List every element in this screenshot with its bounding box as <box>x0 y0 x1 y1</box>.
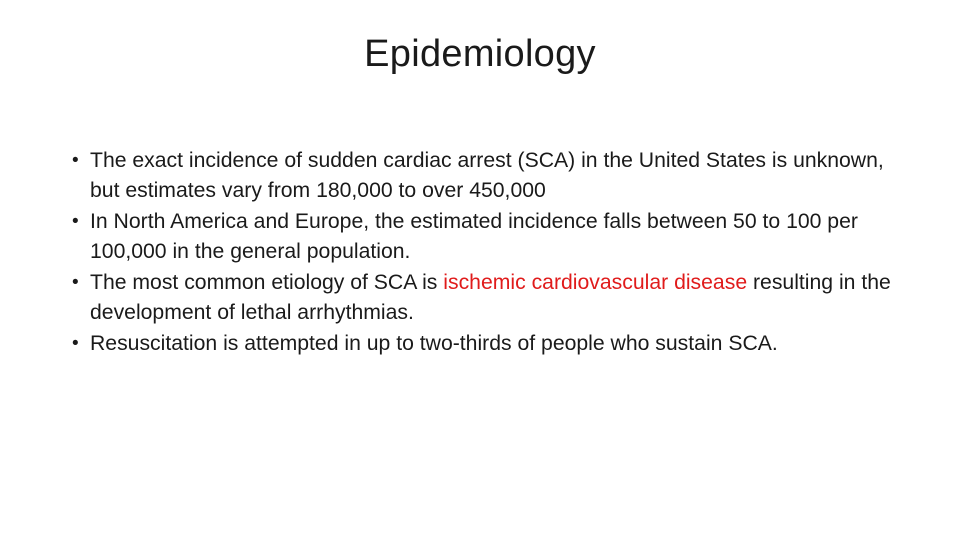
highlighted-term: ischemic cardiovascular disease <box>443 271 748 294</box>
bullet-marker: • <box>72 150 79 171</box>
slide-title: Epidemiology <box>364 33 596 75</box>
bullet-text-before: The most common etiology of SCA is <box>90 271 444 294</box>
bullet-marker: • <box>72 211 79 232</box>
bullet-marker: • <box>72 272 79 293</box>
bullet-item <box>72 146 892 206</box>
bullet-list <box>72 146 892 360</box>
bullet-text: Resuscitation is attempted in up to two-thirds of people who sustain SCA. <box>90 332 778 355</box>
bullet-text <box>90 268 892 328</box>
bullet-text: In North America and Europe, the estimated incidence falls between 50 to 100 per 100,000 in the general population. <box>90 210 858 263</box>
bullet-text: The exact incidence of sudden cardiac arrest (SCA) in the United States is unknown, but estimates vary from 180,000 to over 450,000 <box>90 149 884 202</box>
bullet-item <box>72 268 892 328</box>
bullet-item <box>72 329 892 359</box>
bullet-item <box>72 207 892 267</box>
bullet-text-after: resulting in the development of lethal arrhythmias. <box>90 271 891 324</box>
bullet-marker: • <box>72 333 79 354</box>
